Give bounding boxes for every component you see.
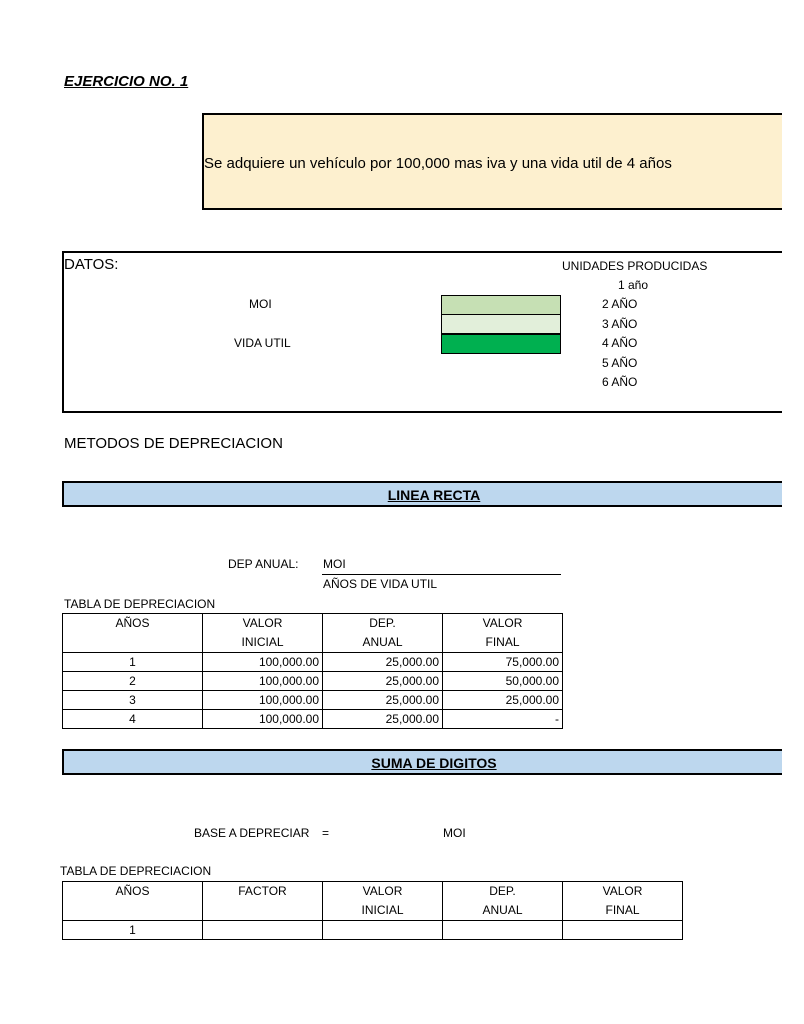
unit-year-4: 4 AÑO: [602, 336, 638, 350]
linea-recta-band: [62, 481, 782, 507]
unit-year-5: 5 AÑO: [602, 356, 638, 370]
vida-util-label: VIDA UTIL: [234, 336, 291, 350]
cell-year[interactable]: 3: [63, 691, 203, 710]
header-dep-anual: DEP. ANUAL: [323, 614, 443, 653]
cell-valor-final[interactable]: 75,000.00: [443, 653, 563, 672]
table-header-row: [63, 614, 563, 653]
linea-recta-title: LINEA RECTA: [387, 487, 481, 503]
unit-year-1: 1 año: [618, 278, 649, 292]
cell-year[interactable]: 4: [63, 710, 203, 729]
base-a-depreciar-label: BASE A DEPRECIAR: [194, 826, 310, 840]
header-dep-anual: DEP. ANUAL: [443, 882, 563, 921]
metodos-heading: METODOS DE DEPRECIACION: [64, 435, 283, 452]
cell-valor-final[interactable]: -: [443, 710, 563, 729]
cell-dep-anual[interactable]: 25,000.00: [323, 653, 443, 672]
problem-statement-text: Se adquiere un vehículo por 100,000 mas iva y una vida util de 4 años: [204, 155, 672, 172]
dep-formula-denominator: AÑOS DE VIDA UTIL: [323, 577, 438, 591]
unidades-producidas-panel: [560, 256, 708, 406]
cell-valor-final[interactable]: 50,000.00: [443, 672, 563, 691]
header-factor: FACTOR: [203, 882, 323, 921]
cell-valor-final[interactable]: [563, 921, 683, 940]
cell-valor-inicial[interactable]: 100,000.00: [203, 710, 323, 729]
cell-valor-inicial[interactable]: 100,000.00: [203, 691, 323, 710]
cell-valor-inicial[interactable]: 100,000.00: [203, 653, 323, 672]
cell-dep-anual[interactable]: 25,000.00: [323, 672, 443, 691]
exercise-title: EJERCICIO NO. 1: [64, 73, 189, 90]
cell-dep-anual[interactable]: 25,000.00: [323, 691, 443, 710]
cell-factor[interactable]: [203, 921, 323, 940]
cell-dep-anual[interactable]: [443, 921, 563, 940]
cell-year[interactable]: 1: [63, 653, 203, 672]
tabla-depreciacion-label: TABLA DE DEPRECIACION: [64, 597, 216, 611]
suma-digitos-band: [62, 749, 782, 775]
unit-year-2: 2 AÑO: [602, 297, 638, 311]
datos-label: DATOS:: [64, 256, 119, 273]
header-valor-inicial: VALOR INICIAL: [323, 882, 443, 921]
unit-year-3: 3 AÑO: [602, 317, 638, 331]
base-moi-value: MOI: [443, 826, 466, 840]
dep-anual-label: DEP ANUAL:: [228, 557, 299, 571]
cell-dep-anual[interactable]: 25,000.00: [323, 710, 443, 729]
table-row: [63, 653, 563, 672]
table-row: [63, 921, 683, 940]
unit-year-6: 6 AÑO: [602, 375, 638, 389]
header-valor-final: VALOR FINAL: [563, 882, 683, 921]
dep-formula-numerator: MOI: [323, 557, 346, 571]
linea-recta-table: [62, 613, 563, 729]
blank-input-cell[interactable]: [441, 314, 561, 334]
suma-digitos-title: SUMA DE DIGITOS: [371, 755, 497, 771]
header-valor-final: VALOR FINAL: [443, 614, 563, 653]
tabla-depreciacion-label-2: TABLA DE DEPRECIACION: [60, 864, 212, 878]
cell-year[interactable]: 2: [63, 672, 203, 691]
vida-util-input-cell[interactable]: [441, 334, 561, 354]
problem-statement-box: [202, 113, 782, 210]
moi-label: MOI: [249, 297, 272, 311]
cell-year[interactable]: 1: [63, 921, 203, 940]
header-anos: AÑOS: [63, 882, 203, 921]
cell-valor-final[interactable]: 25,000.00: [443, 691, 563, 710]
formula-divider: [322, 574, 561, 575]
header-anos: AÑOS: [63, 614, 203, 653]
moi-input-cell[interactable]: [441, 295, 561, 315]
suma-digitos-table: [62, 881, 683, 940]
unidades-producidas-header: UNIDADES PRODUCIDAS: [562, 259, 708, 273]
table-header-row: [63, 882, 683, 921]
equals-sign: =: [322, 826, 330, 840]
header-valor-inicial: VALOR INICIAL: [203, 614, 323, 653]
cell-valor-inicial[interactable]: 100,000.00: [203, 672, 323, 691]
cell-valor-inicial[interactable]: [323, 921, 443, 940]
table-row: [63, 672, 563, 691]
table-row: [63, 691, 563, 710]
table-row: [63, 710, 563, 729]
